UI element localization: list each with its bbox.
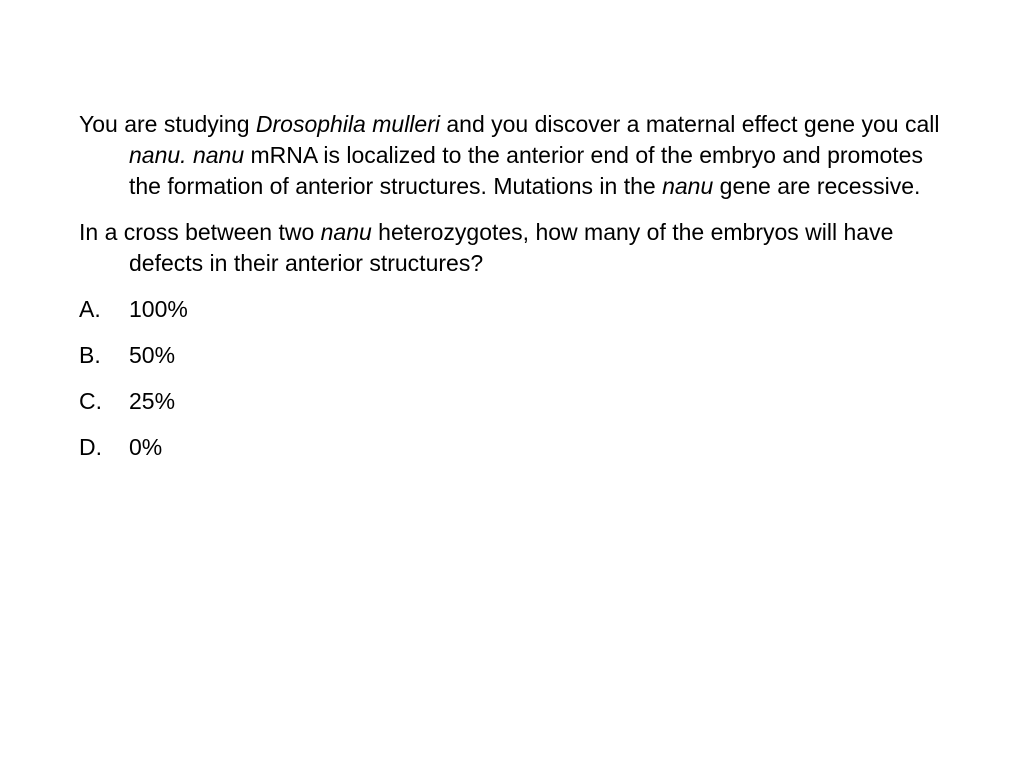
question-text: In a cross between two xyxy=(79,219,321,245)
gene-name: nanu. nanu xyxy=(129,142,245,168)
question-text: gene are recessive. xyxy=(713,173,921,199)
slide-content xyxy=(79,109,949,478)
question-paragraph-1 xyxy=(79,109,949,202)
option-letter: A. xyxy=(79,296,101,322)
option-value: 25% xyxy=(129,388,176,414)
question-text: heterozygotes, how many of the embryos will have defects in their anterior structures? xyxy=(129,219,894,276)
option-letter: C. xyxy=(79,388,102,414)
answer-option-a xyxy=(79,294,949,325)
answer-option-b xyxy=(79,340,949,371)
question-text: mRNA is localized to the anterior end of the embryo and promotes the formation of anterior structures. Mutations in the xyxy=(129,142,923,199)
question-paragraph-2 xyxy=(79,217,949,279)
answer-option-d xyxy=(79,432,949,463)
species-name: Drosophila mulleri xyxy=(255,111,440,137)
question-text: and you discover a maternal effect gene you call xyxy=(439,111,940,137)
option-letter: B. xyxy=(79,342,101,368)
gene-name: nanu xyxy=(320,219,372,245)
option-value: 0% xyxy=(129,434,163,460)
answer-option-c xyxy=(79,386,949,417)
option-value: 100% xyxy=(129,296,188,322)
gene-name: nanu xyxy=(662,173,714,199)
question-text: You are studying xyxy=(79,111,256,137)
option-letter: D. xyxy=(79,434,102,460)
option-value: 50% xyxy=(129,342,176,368)
